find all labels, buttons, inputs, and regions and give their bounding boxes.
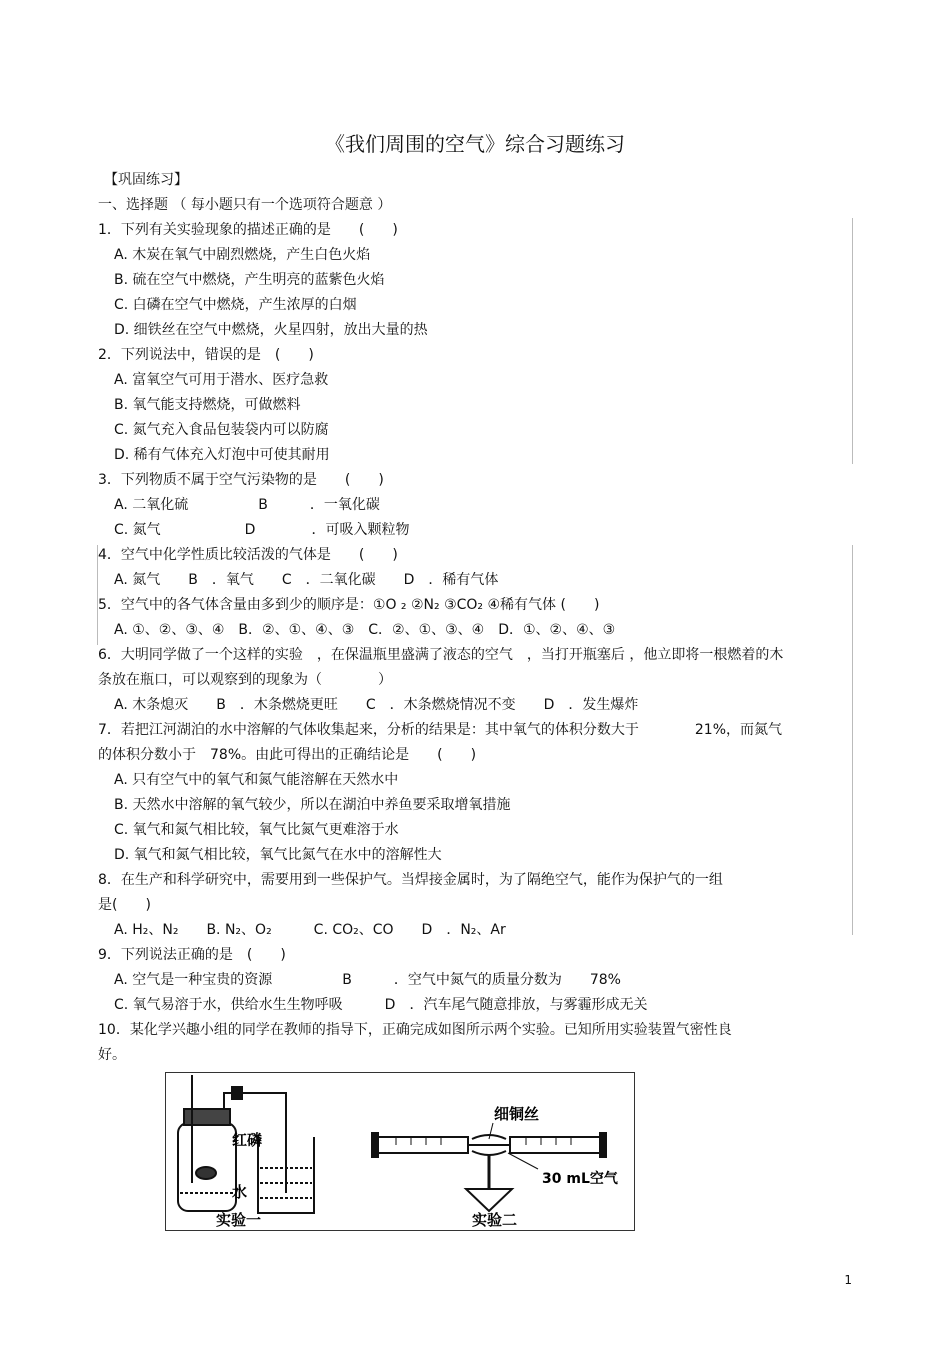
clamp: [232, 1087, 242, 1099]
question-8-cont: 是( ): [98, 897, 151, 913]
q9-option-ab: A. 空气是一种宝贵的资源 B ．空气中氮气的质量分数为 78%: [114, 972, 621, 988]
section-heading: 【巩固练习】: [104, 172, 188, 188]
q8-options: A. H₂、N₂ B. N₂、O₂ C. CO₂、CO D ．N₂、Ar: [114, 922, 506, 938]
label-red-phosphorus: 红磷: [232, 1131, 263, 1149]
q3-option-ab: A. 二氧化硫 B ．一氧化碳: [114, 497, 380, 513]
q6-options: A. 木条熄灭 B ．木条燃烧更旺 C ．木条燃烧情况不变 D ．发生爆炸: [114, 697, 639, 713]
question-8: 8．在生产和科学研究中，需要用到一些保护气。当焊接金属时，为了隔绝空气，能作为保护气的一组: [98, 872, 723, 888]
experiment-diagram: [166, 1073, 634, 1230]
question-4: 4．空气中化学性质比较活泼的气体是 ( ): [98, 547, 398, 563]
page-number: 1: [844, 1273, 852, 1287]
label-air-volume: 30 mL空气: [542, 1171, 618, 1187]
experiment-figure: [165, 1072, 635, 1231]
rubber-stopper: [184, 1109, 230, 1125]
scan-divider: [97, 545, 98, 645]
question-10-cont: 好。: [98, 1047, 126, 1063]
q5-options: A. ①、②、③、④ B．②、①、④、③ C．②、①、③、④ D．①、②、④、③: [114, 622, 616, 638]
q2-option-a: A. 富氧空气可用于潜水、医疗急救: [114, 372, 329, 388]
question-2: 2．下列说法中，错误的是 ( ): [98, 347, 314, 363]
page-title: 《我们周围的空气》综合习题练习: [325, 132, 625, 156]
copper-wire-pointer: [489, 1123, 493, 1139]
air-volume-pointer: [508, 1153, 538, 1169]
q1-option-c: C. 白磷在空气中燃烧，产生浓厚的白烟: [114, 297, 357, 313]
question-1: 1．下列有关实验现象的描述正确的是 ( ): [98, 222, 398, 238]
q3-option-cd: C. 氮气 D ．可吸入颗粒物: [114, 522, 410, 538]
label-experiment-1: 实验一: [216, 1211, 262, 1229]
question-10: 10．某化学兴趣小组的同学在教师的指导下，正确完成如图所示两个实验。已知所用实验装置气密性良: [98, 1022, 732, 1038]
q9-option-cd: C. 氧气易溶于水，供给水生生物呼吸 D ．汽车尾气随意排放，与雾霾形成无关: [114, 997, 648, 1013]
q7-option-c: C. 氧气和氮气相比较，氧气比氮气更难溶于水: [114, 822, 399, 838]
question-7: 7．若把江河湖泊的水中溶解的气体收集起来，分析的结果是：其中氧气的体积分数大于 21%，而氮气: [98, 722, 783, 738]
label-water: 水: [232, 1183, 248, 1201]
q1-option-d: D. 细铁丝在空气中燃烧，火星四射，放出大量的热: [114, 322, 428, 338]
part-heading: 一、选择题 （ 每小题只有一个选项符合题意 ）: [98, 197, 392, 213]
q4-options: A. 氮气 B ．氧气 C ．二氧化碳 D ．稀有气体: [114, 572, 499, 588]
q2-option-d: D. 稀有气体充入灯泡中可使其耐用: [114, 447, 330, 463]
question-6: 6．大明同学做了一个这样的实验 ，在保温瓶里盛满了液态的空气 ，当打开瓶塞后 ，他立即将一根燃着的木: [98, 647, 784, 663]
q7-option-a: A. 只有空气中的氧气和氮气能溶解在天然水中: [114, 772, 399, 788]
q2-option-b: B. 氧气能支持燃烧，可做燃料: [114, 397, 301, 413]
left-syringe: [378, 1137, 468, 1153]
question-6-cont: 条放在瓶口，可以观察到的现象为（ ）: [98, 672, 392, 688]
question-7-cont: 的体积分数小于 78%。由此可得出的正确结论是 ( ): [98, 747, 477, 763]
q1-option-a: A. 木炭在氧气中剧烈燃烧，产生白色火焰: [114, 247, 371, 263]
q2-option-c: C. 氮气充入食品包装袋内可以防腐: [114, 422, 329, 438]
q7-option-b: B. 天然水中溶解的氧气较少，所以在湖泊中养鱼要采取增氧措施: [114, 797, 511, 813]
label-experiment-2: 实验二: [472, 1211, 518, 1229]
scan-divider: [852, 218, 853, 464]
red-phosphorus-spoon: [196, 1167, 216, 1179]
question-3: 3．下列物质不属于空气污染物的是 ( ): [98, 472, 384, 488]
label-copper-wire: 细铜丝: [494, 1105, 540, 1123]
right-syringe: [510, 1137, 600, 1153]
q1-option-b: B. 硫在空气中燃烧，产生明亮的蓝紫色火焰: [114, 272, 385, 288]
question-5: 5．空气中的各气体含量由多到少的顺序是：①O ₂ ②N₂ ③CO₂ ④稀有气体 ( ): [98, 597, 600, 613]
q7-option-d: D. 氧气和氮气相比较，氧气比氮气在水中的溶解性大: [114, 847, 442, 863]
alcohol-lamp: [466, 1189, 512, 1211]
question-9: 9．下列说法正确的是 ( ): [98, 947, 286, 963]
scan-divider: [852, 545, 853, 935]
